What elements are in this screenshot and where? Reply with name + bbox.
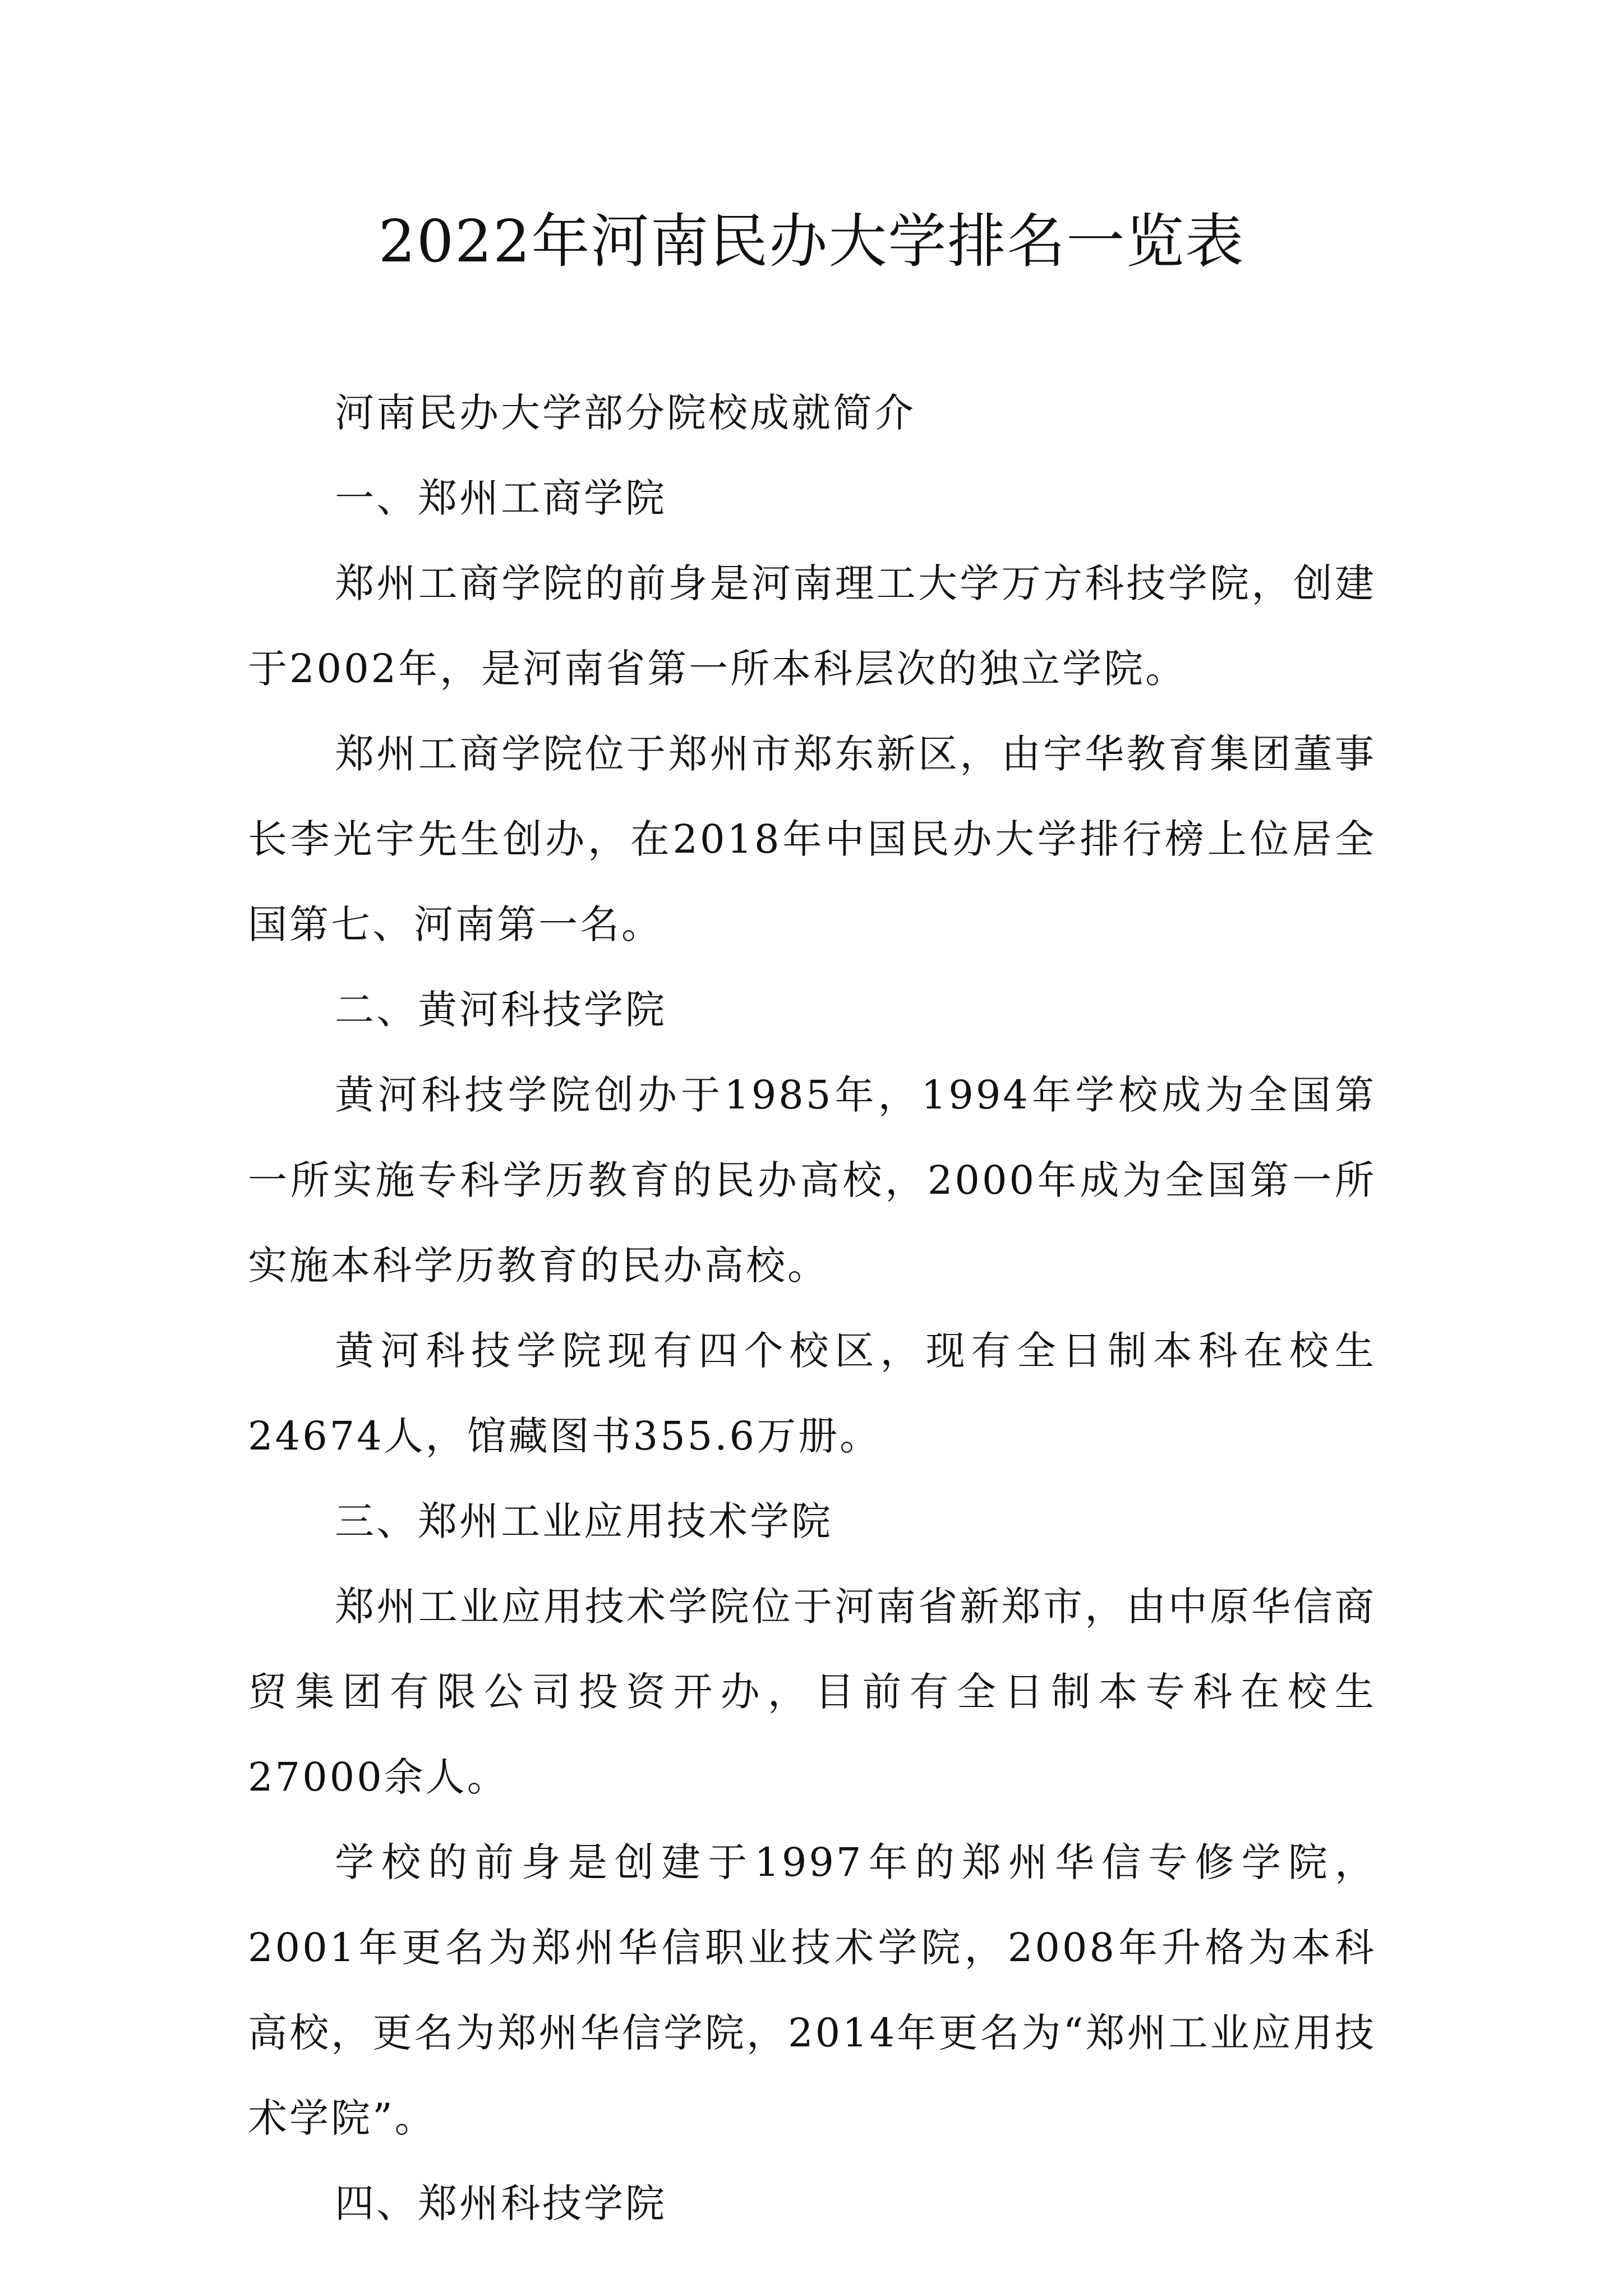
section-heading-1: 一、郑州工商学院 <box>335 475 667 521</box>
section-heading-2: 二、黄河科技学院 <box>335 987 667 1033</box>
section-heading-3: 三、郑州工业应用技术学院 <box>335 1498 833 1544</box>
paragraph: 学校的前身是创建于1997年的郑州华信专修学院，2001年更名为郑州华信职业技术学院，2008年升格为本科高校，更名为郑州华信学院，2014年更名为“郑州工业应用技术学院”。 <box>248 1839 1376 2141</box>
paragraph: 郑州工业应用技术学院位于河南省新郑市，由中原华信商贸集团有限公司投资开办，目前有全日制本专科在校生27000余人。 <box>248 1584 1376 1800</box>
paragraph: 郑州工商学院位于郑州市郑东新区，由宇华教育集团董事长李光宇先生创办，在2018年中国民办大学排行榜上位居全国第七、河南第一名。 <box>248 731 1376 947</box>
document-title: 2022年河南民办大学排名一览表 <box>378 207 1245 275</box>
document-body <box>248 370 1376 2246</box>
section-heading-4: 四、郑州科技学院 <box>335 2180 667 2226</box>
paragraph: 郑州工商学院的前身是河南理工大学万方科技学院，创建于2002年，是河南省第一所本科层次的独立学院。 <box>248 560 1376 692</box>
paragraph: 黄河科技学院创办于1985年，1994年学校成为全国第一所实施专科学历教育的民办高校，2000年成为全国第一所实施本科学历教育的民办高校。 <box>248 1072 1376 1289</box>
intro-heading: 河南民办大学部分院校成就简介 <box>335 390 916 436</box>
paragraph: 黄河科技学院现有四个校区，现有全日制本科在校生24674人，馆藏图书355.6万册。 <box>248 1328 1376 1459</box>
